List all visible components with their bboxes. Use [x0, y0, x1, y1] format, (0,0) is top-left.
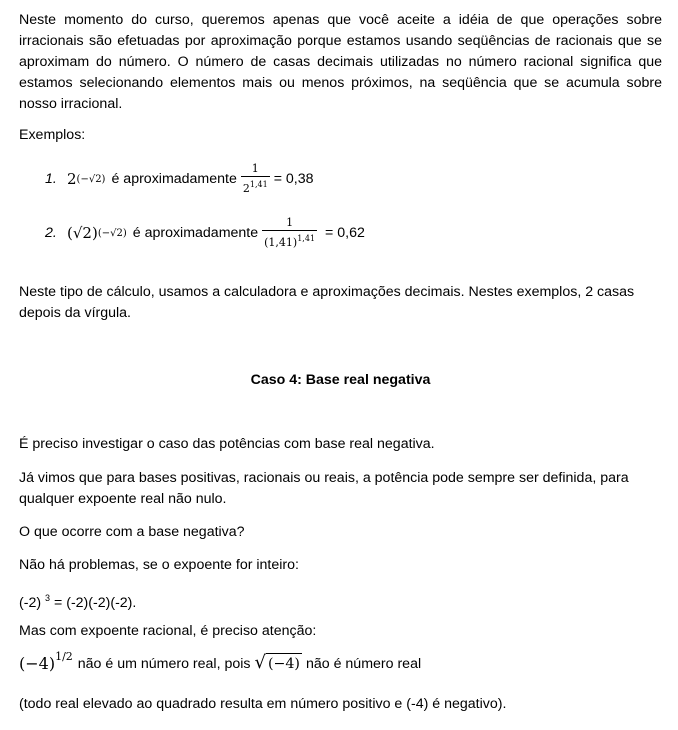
- case-4-heading: Caso 4: Base real negativa: [250, 372, 431, 388]
- square-root: [255, 653, 302, 674]
- example-1-text: é aproximadamente: [111, 171, 237, 187]
- radicand: (−4): [266, 653, 302, 674]
- examples-label: Exemplos:: [19, 127, 86, 143]
- example-1-den-exponent: 1,41: [249, 180, 268, 189]
- paragraph-negative-base: É preciso investigar o caso das potências com base real negativa.: [19, 436, 435, 452]
- example-1-fraction: [241, 162, 270, 196]
- paragraph-example-cube: [19, 588, 662, 614]
- example-2-den-base: (1,41): [264, 236, 298, 249]
- sqrt-example-base: (−4): [19, 654, 56, 673]
- example-2-text: é aproximadamente: [132, 225, 259, 241]
- example-2-fraction-numerator: 1: [286, 216, 294, 229]
- sqrt-example-end: não é número real: [305, 655, 422, 672]
- example-1-fraction-denominator: [241, 176, 270, 196]
- example-2-exponent: (−√2): [97, 227, 127, 239]
- paragraph-integer-exponent: Não há problemas, se o expoente for inteiro:: [19, 557, 299, 573]
- example-2-base: (√2): [67, 224, 98, 242]
- cube-base: (-2): [19, 595, 42, 611]
- example-1-base: 2: [67, 170, 77, 188]
- paragraph-rational-warning: Mas com expoente racional, é preciso atenção:: [19, 623, 317, 639]
- paragraph-sqrt-example: [19, 650, 662, 674]
- example-2-number: 2.: [45, 225, 57, 241]
- paragraph-explanation: (todo real elevado ao quadrado resulta em número positivo e (-4) é negativo).: [19, 696, 507, 712]
- intro-paragraph: Neste momento do curso, queremos apenas que você aceite a idéia de que operações sobre irracionais são efetuadas por aproximação porque estamos usando seqüências de racionais que se aproximam do número. O número de casas decimais utilizadas no número racional significa que estamos selecionando elementos mais ou menos próximos, na seqüência que se acumula sobre nosso irracional.: [19, 12, 662, 112]
- example-1-result: = 0,38: [273, 171, 314, 187]
- calc-paragraph: Neste tipo de cálculo, usamos a calculadora e aproximações decimais. Nestes exemplos, 2 casas depois da vírgula.: [19, 284, 635, 321]
- example-2-result: = 0,62: [325, 225, 365, 241]
- radical-sign: √: [254, 652, 266, 673]
- example-2-fraction: [262, 216, 317, 250]
- paragraph-question: O que ocorre com a base negativa?: [19, 524, 245, 540]
- example-2-fraction-denominator: [262, 230, 317, 250]
- sqrt-example-exponent: 1/2: [55, 650, 73, 663]
- paragraph-positive-bases: Já vimos que para bases positivas, racionais ou reais, a potência pode sempre ser definida, para qualquer expoente real não nulo.: [19, 470, 629, 507]
- document-page: [19, 10, 662, 712]
- example-2: [45, 216, 365, 250]
- sqrt-example-text: não é um número real, pois: [77, 655, 251, 672]
- cube-exponent: 3: [45, 593, 51, 603]
- example-1: [45, 162, 314, 196]
- cube-expansion: = (-2)(-2)(-2).: [50, 595, 137, 611]
- example-1-exponent: (−√2): [76, 173, 106, 185]
- example-1-den-base: 2: [242, 182, 250, 195]
- example-1-fraction-numerator: 1: [251, 162, 259, 175]
- example-1-number: 1.: [45, 171, 57, 187]
- example-2-den-exponent: 1,41: [297, 234, 316, 243]
